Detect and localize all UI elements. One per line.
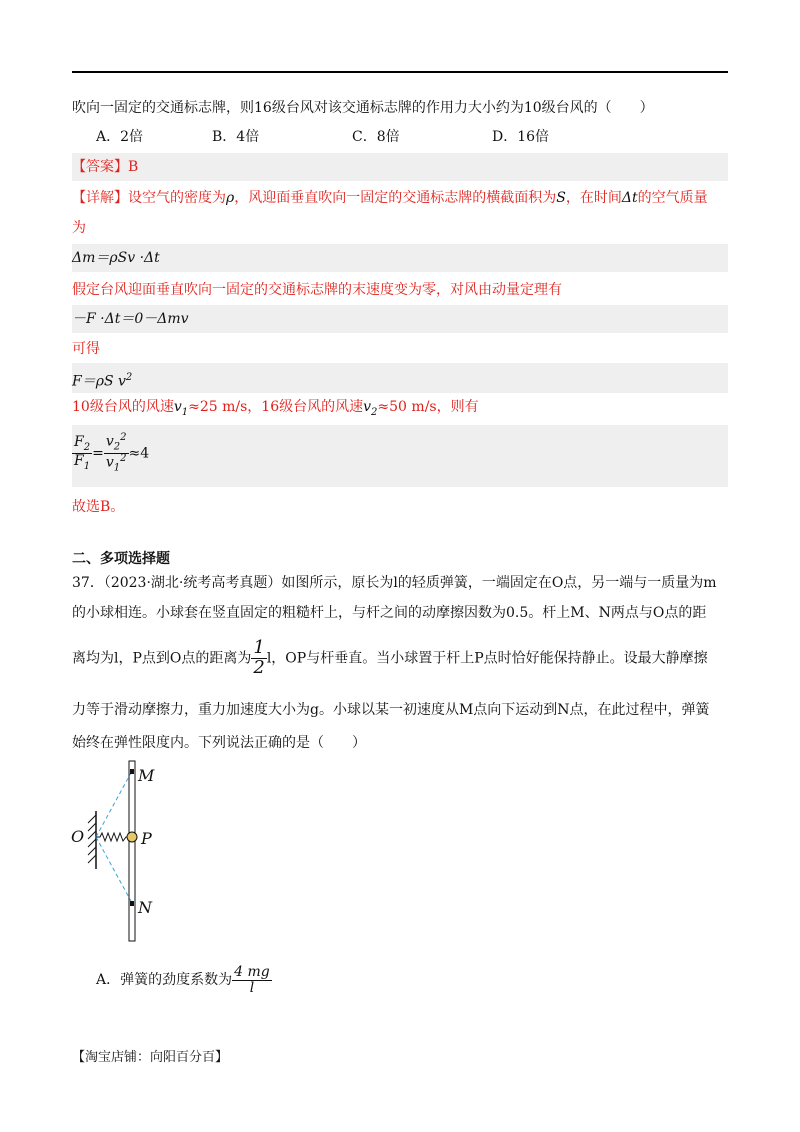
v2-symbol: $v_2$ [363,399,378,418]
detail-text: ，在时间 [565,190,622,206]
q37-text: l，OP与杆垂直。当小球置于杆上P点时恰好能保持静止。设最大静摩擦 [266,650,708,667]
detail-line-4 [72,397,479,423]
answer-bg [72,153,728,181]
dt-symbol: Δt [621,190,638,206]
option-a: A．2倍 [96,129,144,145]
rho-symbol: ρ [226,190,235,206]
option-d: D．16倍 [492,129,550,145]
q37-line-2: 的小球相连。小球套在竖直固定的粗糙杆上，与杆之间的动摩擦因数为0.5。杆上M、N两点与O点的距 [72,605,707,621]
stiffness-fraction: $\frac{4 mg}{l}$ [234,964,270,996]
detail-text: 10级台风的风速 [72,399,174,415]
q36-stem-tail: 吹向一固定的交通标志牌，则16级台风对该交通标志牌的作用力大小约为10级台风的（ ） [72,100,654,116]
section-heading: 二、多项选择题 [72,551,170,567]
one-half-fraction: $\frac{1}{2}$ [253,637,265,678]
option-c: C．8倍 [352,129,400,145]
q37-line-4: 力等于滑动摩擦力，重力加速度大小为g。小球以某一初速度从M点向下运动到N点，在此过程中，弹簧 [72,702,710,718]
spring-rod-figure [68,757,188,947]
detail-text: ，风迎面垂直吹向一固定的交通标志牌的横截面积为 [234,190,557,206]
detail-line-3: 可得 [72,341,100,357]
q37-line-5: 始终在弹性限度内。下列说法正确的是（ ） [72,735,366,751]
equation-1: Δm＝ρSv ·Δt [72,250,160,266]
detail-text: ≈25 m/s，16级台风的风速 [188,399,364,415]
label-n: N [138,898,152,917]
q37-line-3 [72,639,708,678]
q37-option-a [96,965,272,995]
detail-line-2: 假定台风迎面垂直吹向一固定的交通标志牌的末速度变为零，对风由动量定理有 [72,282,562,298]
line-o-n [96,837,132,903]
area-symbol: S [556,190,566,206]
marker-m [130,769,134,774]
ball [127,832,137,842]
equation-2: －F ·Δt＝0－Δmv [72,311,189,327]
wall-hatch [88,815,96,863]
rod [129,761,135,941]
footer-shop: 【淘宝店铺：向阳百分百】 [72,1050,229,1065]
equals-sign: = [92,445,104,462]
q37-text: 离均为l，P点到O点的距离为 [72,650,252,667]
eq3-main: F＝ρS v [72,373,126,390]
equation-4 [72,433,149,474]
label-o: O [71,827,85,846]
force-ratio: $\frac{F_2}{F_1}$ [74,433,91,472]
label-m: M [138,766,155,785]
line-o-m [96,771,132,837]
marker-n [130,901,134,906]
detail-text: 的空气质量 [637,190,708,206]
detail-line-1-cont: 为 [72,220,86,236]
answer-text: 【答案】B [72,159,139,175]
eq1-bg [72,244,728,272]
eq3-exponent: 2 [125,372,133,383]
detail-text: 设空气的密度为 [128,190,226,206]
equation-3 [72,368,132,392]
approx-value: ≈4 [128,445,150,462]
label-p: P [141,829,152,848]
spring [96,833,128,841]
detail-text: ≈50 m/s，则有 [377,399,479,415]
detail-tag: 【详解】 [72,190,128,206]
velocity-ratio: $\frac{v_2^2}{v_1^2}$ [105,432,127,474]
option-b: B．4倍 [212,129,260,145]
header-rule [72,71,728,73]
eq4-bg [72,425,728,487]
detail-line-1 [72,188,708,208]
option-a-text: A．弹簧的劲度系数为 [96,972,233,989]
eq3-bg [72,363,728,393]
conclusion: 故选B。 [72,499,125,515]
q37-line-1: 37．（2023·湖北·统考高考真题）如图所示，原长为l的轻质弹簧，一端固定在O点，另一端与一质量为m [72,575,717,591]
v1-symbol: $v_1$ [173,399,189,418]
